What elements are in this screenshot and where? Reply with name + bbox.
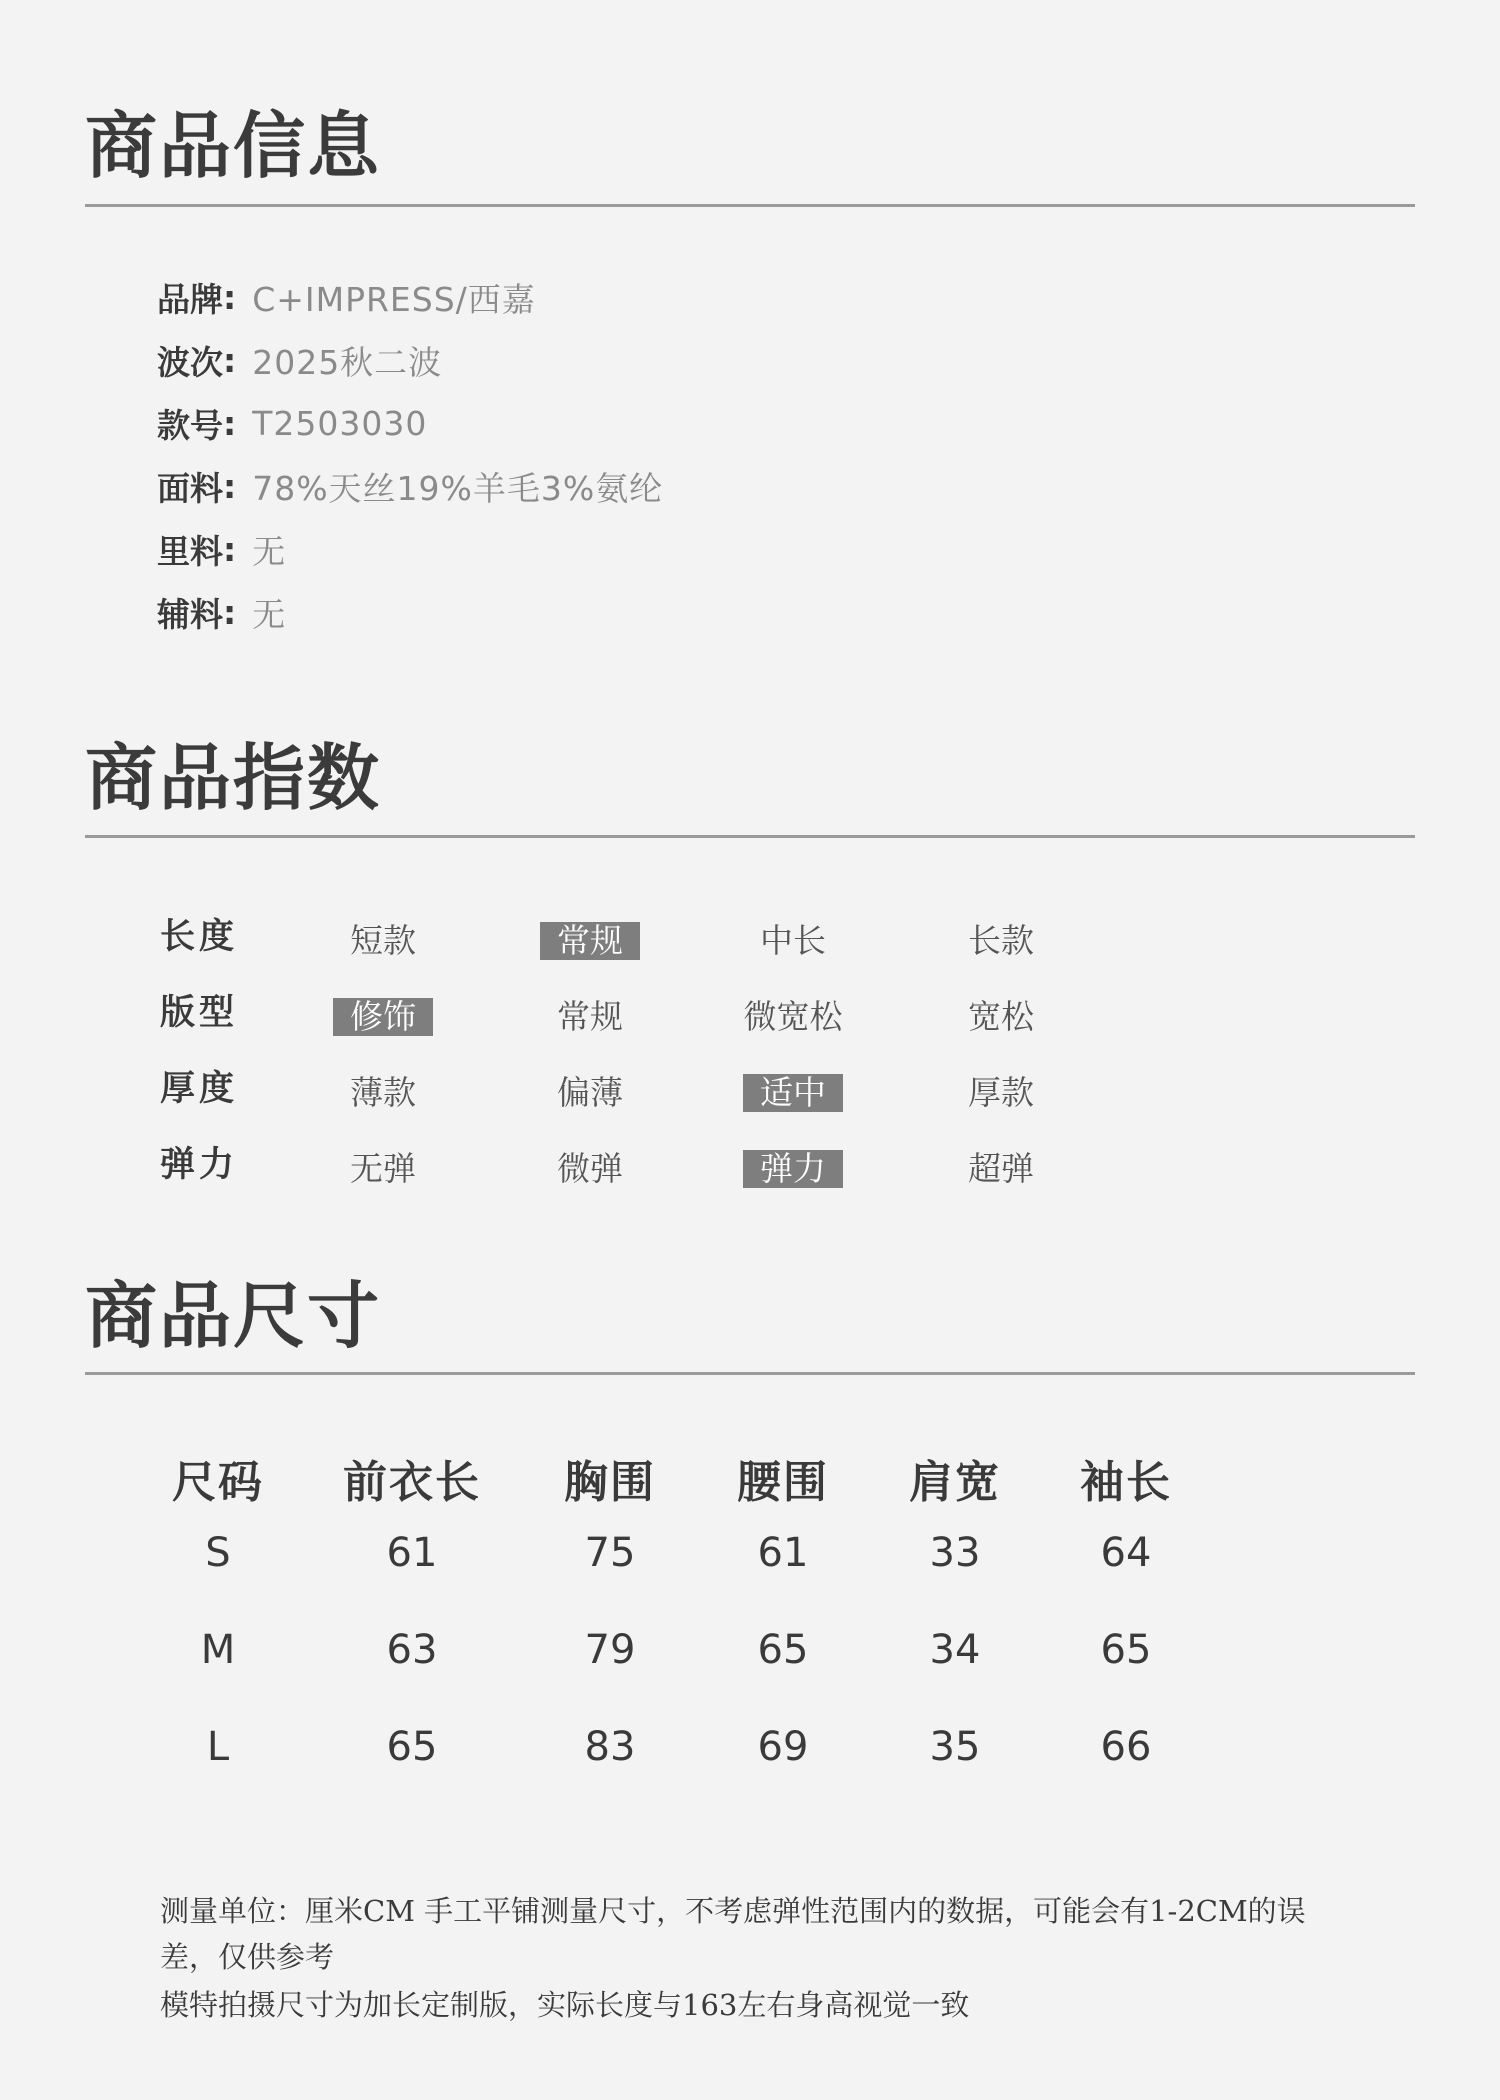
info-row-fabric: 面料 : 78%天丝19%羊毛3%氨纶	[157, 455, 663, 518]
section-divider	[85, 1372, 1415, 1375]
size-column-header: 袖长	[1080, 1457, 1172, 1508]
index-row-label: 弹力	[160, 1144, 239, 1185]
info-row-brand: 品牌 : C+IMPRESS/西嘉	[157, 266, 663, 329]
size-table-header	[0, 1450, 1500, 1520]
info-value-style-no: T2503030	[252, 404, 428, 443]
section-divider	[85, 204, 1415, 207]
info-row-wave: 波次 : 2025秋二波	[157, 329, 663, 392]
size-column-header: 腰围	[737, 1457, 829, 1508]
index-option: 微宽松	[743, 997, 843, 1036]
size-value-cell: 34	[929, 1627, 981, 1673]
index-row-label: 版型	[160, 992, 239, 1033]
info-value-fabric: 78%天丝19%羊毛3%氨纶	[252, 469, 664, 508]
size-value-cell: 63	[386, 1627, 438, 1673]
info-row-accessories: 辅料 : 无	[157, 581, 663, 644]
info-row-style-no: 款号 : T2503030	[157, 392, 663, 455]
index-row	[0, 907, 1500, 983]
index-option: 薄款	[350, 1073, 416, 1112]
index-option: 厚款	[968, 1073, 1034, 1112]
size-value-cell: 66	[1100, 1724, 1152, 1770]
info-label: 品牌	[157, 280, 223, 319]
size-value-cell: 33	[929, 1530, 981, 1576]
size-column-header: 前衣长	[343, 1457, 481, 1508]
size-table-row	[0, 1714, 1500, 1811]
index-option-selected: 弹力	[743, 1150, 843, 1188]
info-value-brand: C+IMPRESS/西嘉	[252, 280, 536, 319]
size-value-cell: 69	[757, 1724, 809, 1770]
info-label: 波次	[157, 343, 223, 382]
info-label: 辅料	[157, 595, 223, 634]
size-value-cell: 65	[1100, 1627, 1152, 1673]
index-option-selected: 适中	[743, 1074, 843, 1112]
index-option: 微弹	[557, 1149, 623, 1188]
section-divider	[85, 835, 1415, 838]
measurement-notes	[160, 1888, 1310, 2028]
index-option: 常规	[557, 997, 623, 1036]
info-value-accessories: 无	[252, 595, 287, 634]
product-index-grid	[0, 907, 1500, 1211]
size-table	[0, 1450, 1500, 1811]
size-value-cell: 61	[757, 1530, 809, 1576]
info-value-wave: 2025秋二波	[252, 343, 443, 382]
index-option: 长款	[968, 921, 1034, 960]
index-option: 宽松	[968, 997, 1034, 1036]
product-info-title: 商品信息	[85, 103, 382, 188]
size-value-cell: 35	[929, 1724, 981, 1770]
info-label: 款号	[157, 406, 223, 445]
note-measurement: 测量单位：厘米CM 手工平铺测量尺寸，不考虑弹性范围内的数据，可能会有1-2CM的误差，仅供参考	[160, 1894, 1306, 1974]
size-value-cell: 61	[386, 1530, 438, 1576]
product-info-list	[157, 266, 663, 644]
index-row	[0, 1059, 1500, 1135]
index-option: 短款	[350, 921, 416, 960]
info-row-lining: 里料 : 无	[157, 518, 663, 581]
info-value-lining: 无	[252, 532, 287, 571]
size-value-cell: 65	[386, 1724, 438, 1770]
index-option: 偏薄	[557, 1073, 623, 1112]
index-option: 超弹	[968, 1149, 1034, 1188]
size-value-cell: 79	[584, 1627, 636, 1673]
size-column-header: 肩宽	[909, 1457, 1001, 1508]
size-value-cell: 65	[757, 1627, 809, 1673]
note-model: 模特拍摄尺寸为加长定制版，实际长度与163左右身高视觉一致	[160, 1988, 970, 2022]
index-row-label: 长度	[160, 916, 239, 957]
size-value-cell: 64	[1100, 1530, 1152, 1576]
index-row	[0, 983, 1500, 1059]
index-option: 中长	[760, 921, 826, 960]
size-table-row	[0, 1520, 1500, 1617]
size-column-header: 尺码	[172, 1457, 264, 1508]
index-row-label: 厚度	[160, 1068, 239, 1109]
size-table-row	[0, 1617, 1500, 1714]
size-label-cell: S	[205, 1530, 231, 1576]
index-option: 无弹	[350, 1149, 416, 1188]
size-column-header: 胸围	[564, 1457, 656, 1508]
product-index-title: 商品指数	[85, 735, 382, 820]
index-option-selected: 常规	[540, 922, 640, 960]
size-label-cell: L	[206, 1724, 230, 1770]
size-label-cell: M	[200, 1627, 236, 1673]
product-size-title: 商品尺寸	[85, 1273, 382, 1358]
info-label: 里料	[157, 532, 223, 571]
index-option-selected: 修饰	[333, 998, 433, 1036]
size-value-cell: 83	[584, 1724, 636, 1770]
info-label: 面料	[157, 469, 223, 508]
size-value-cell: 75	[584, 1530, 636, 1576]
index-row	[0, 1135, 1500, 1211]
